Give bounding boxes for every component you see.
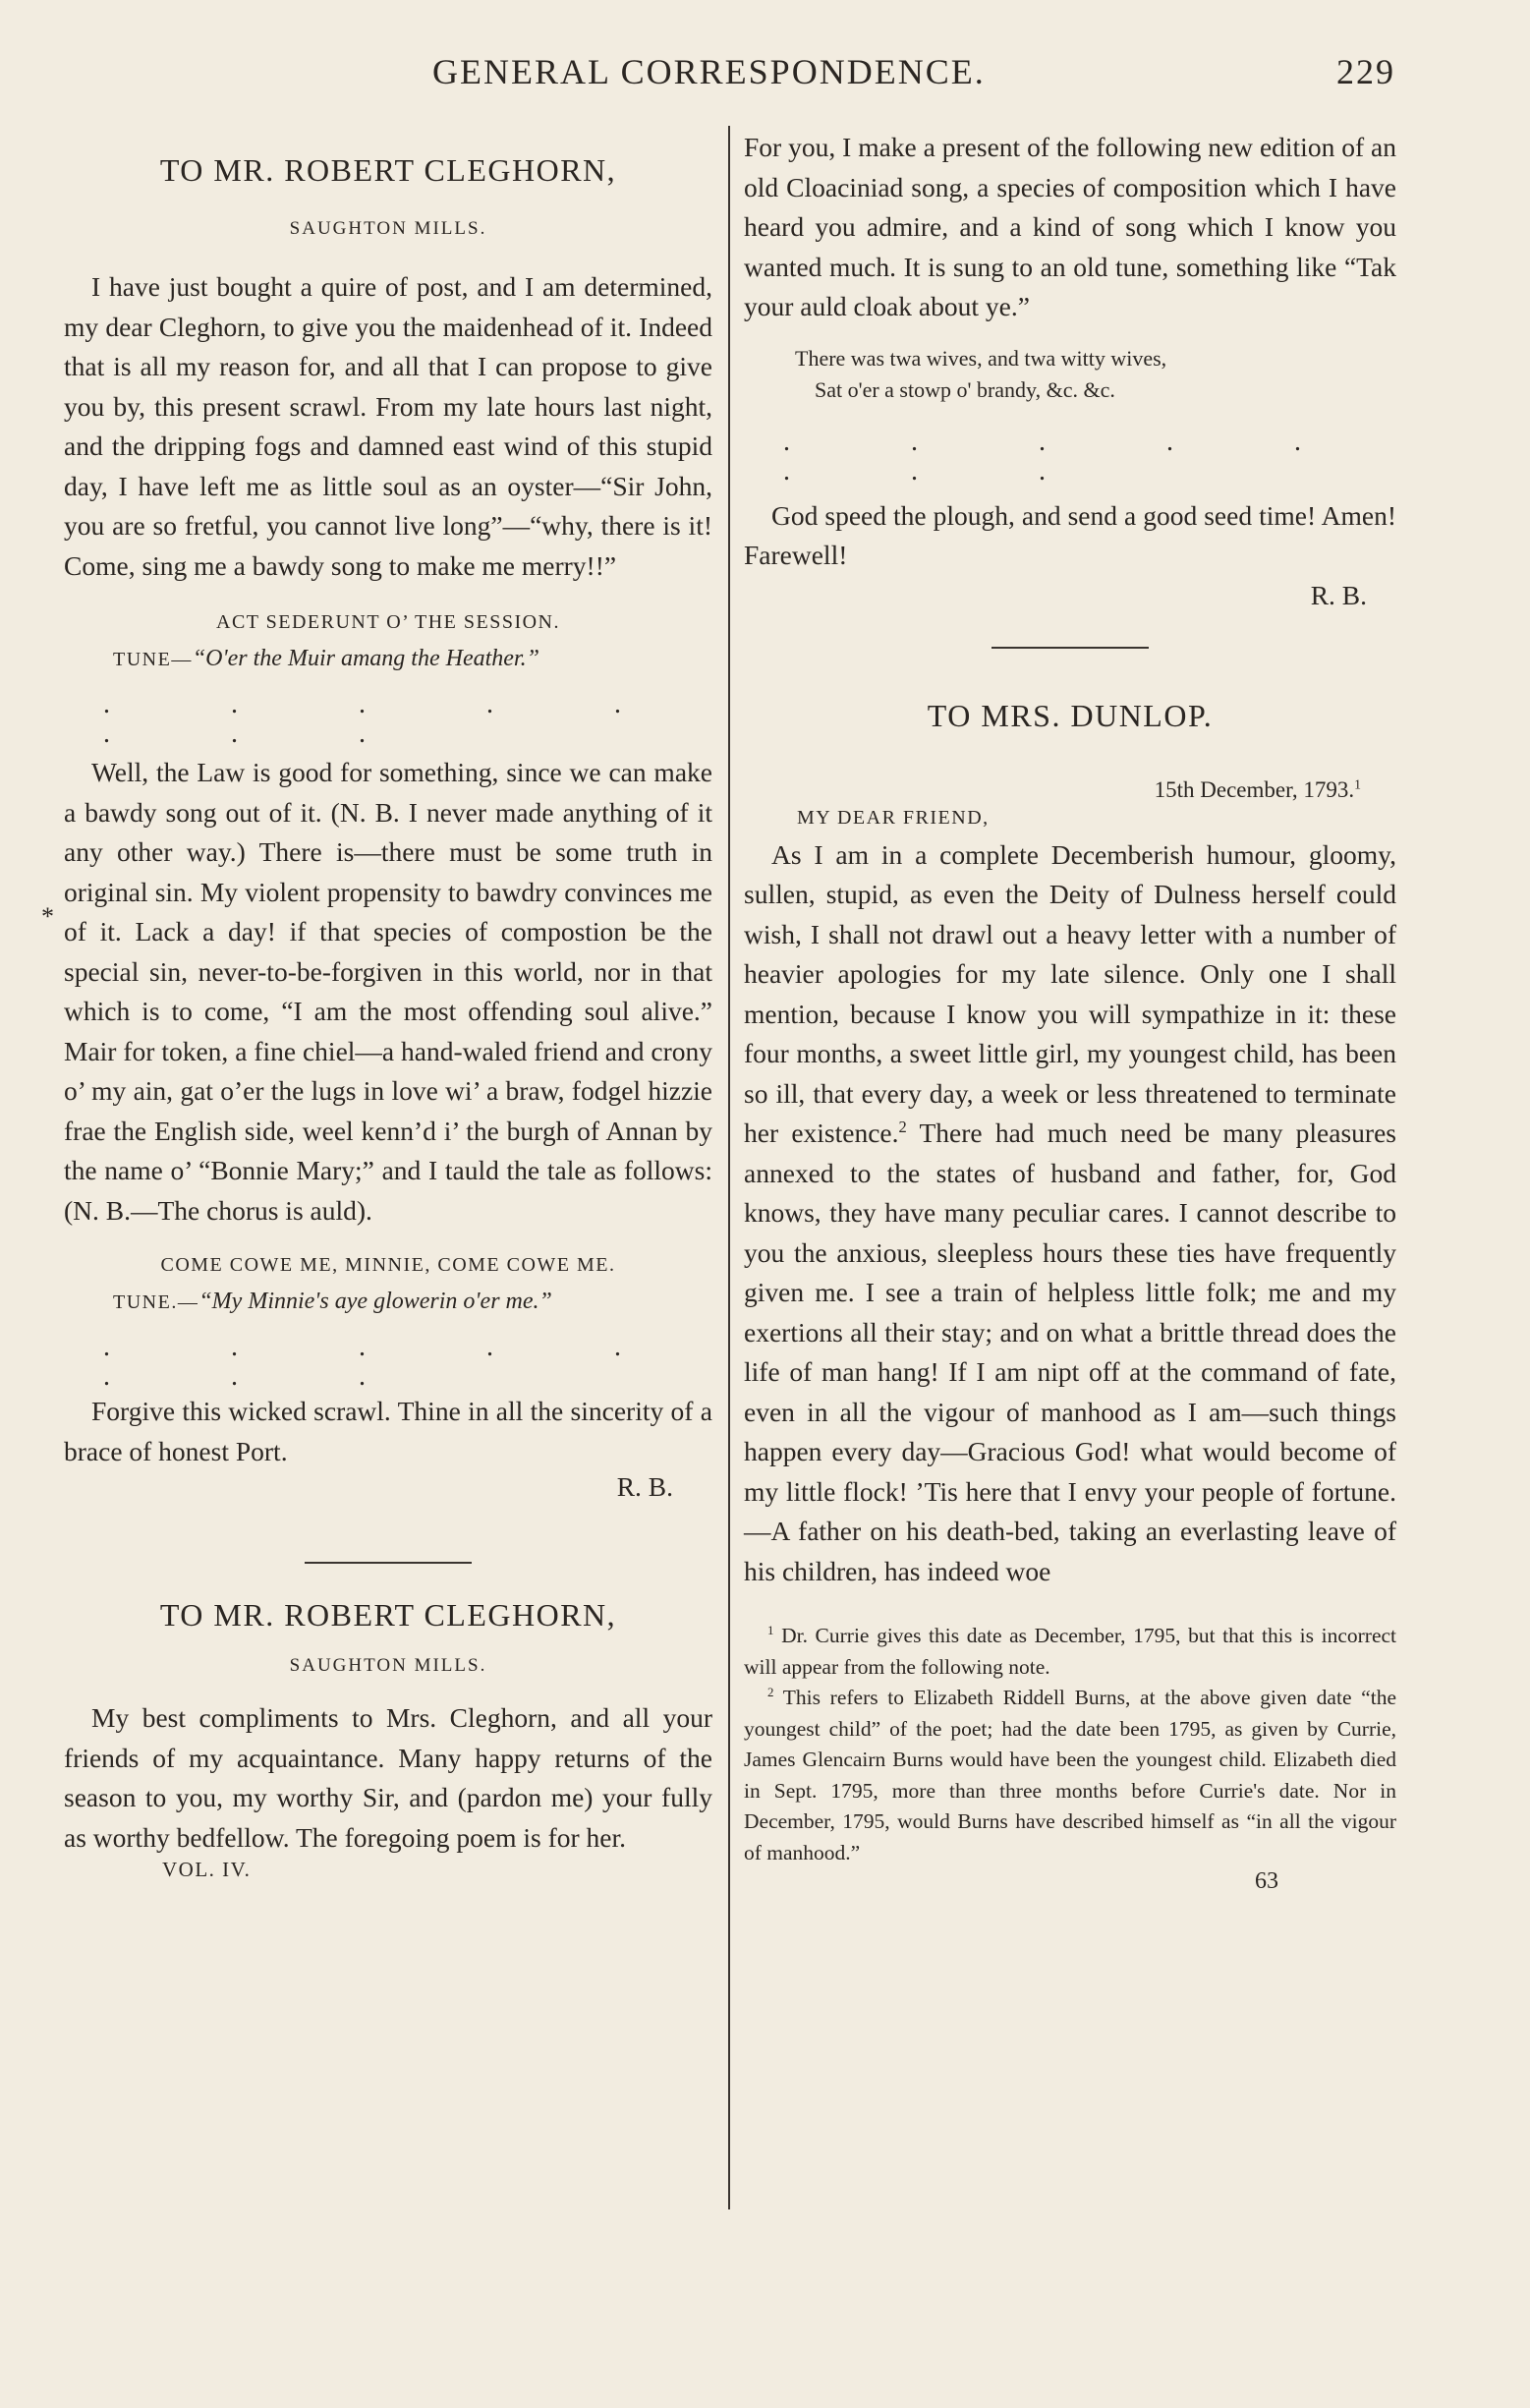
- letter1-paragraph: I have just bought a quire of post, and I am determined, my dear Cleghorn, to give you the maidenhead of it. Indeed that is all my reason for, and all that I can propose to give you by, this present scrawl. From my late hours last night, and the dripping fogs and damned east wind of this stupid day, I have left me as little soul as an oyster—“Sir John, you are so fretful, you cannot live long”—“why, there is it! Come, sing me a bawdy song to make me merry!!”: [64, 271, 712, 581]
- footnote-1: [744, 1621, 1396, 1683]
- margin-mark: *: [41, 902, 54, 931]
- right-closing: God speed the plough, and send a good seed time! Amen! Farewell!: [744, 499, 1396, 570]
- letter3-paragraph-a: As I am in a complete Decemberish humour, gloomy, sullen, stupid, as even the Deity of Dulness herself could wish, I shall not drawl out a heavy letter with a number of heavier apologies for my late silence. Only one I shall mention, because I know you will sympathize in it: these four months, a sweet little girl, my youngest child, has been so ill, that every day, a week or less threatened to terminate her existence.: [744, 838, 1396, 1148]
- letter1-signature: R. B.: [616, 1471, 673, 1502]
- running-title: GENERAL CORRESPONDENCE.: [432, 52, 986, 91]
- letter3-heading: TO MRS. DUNLOP.: [927, 697, 1214, 733]
- footnote-1-text: Dr. Currie gives this date as December, 1795, but that this is incorrect will appear from the following note.: [744, 1624, 1396, 1679]
- right-signature: R. B.: [1310, 579, 1367, 610]
- letter1-heading: TO MR. ROBERT CLEGHORN,: [159, 152, 617, 188]
- letter1-paragraph2: Well, the Law is good for something, since we can make a bawdy song out of it. (N. B. I never made anything of it any other way.) There is—there must be some truth in original sin. My violent propensity to bawdry convinces me of it. Lack a day! if that species of compostion be the special sin, never-to-be-forgiven in this world, nor in that which is to come, “I am the most offending soul alive.” Mair for token, a fine chiel—a hand-waled friend and crony o’ my ain, gat o’er the lugs in love wi’ a braw, fodgel hizzie frae the English side, weel kenn’d i’ the burgh of Annan by the name o’ “Bonnie Mary;” and I tauld the tale as follows: (N. B.—The chorus is auld).: [64, 757, 712, 1226]
- letter3-paragraph-b: There had much need be many pleasures annexed to the states of husband and father, for, God knows, they have many peculiar cares. I cannot describe to you the anxious, sleepless hours these ties have frequently given me. I see a train of helpless little folk; me and my exertions all their stay; and on what a brittle thread does the life of man hang! If I am nipt off at the command of fate, even in all the vigour of manhood as I am—such things happen every day—Gracious God! what would become of my little flock! ’Tis here that I envy your people of fortune. —A father on his death-bed, taking an everlasting leave of his children, has indeed woe: [744, 1118, 1396, 1586]
- letter3-paragraph: [744, 835, 1396, 1592]
- song2-title: COME COWE ME, MINNIE, COME COWE ME.: [160, 1254, 616, 1276]
- ellipsis-row-right: . . . . . . . .: [783, 426, 1358, 487]
- section-rule: [305, 1562, 472, 1564]
- ellipsis-row: . . . . . . . .: [103, 689, 678, 749]
- volume-mark: VOL. IV.: [162, 1858, 252, 1881]
- letter2-subhead: SAUGHTON MILLS.: [289, 1655, 487, 1676]
- footnote-1-num: 1: [767, 1623, 774, 1637]
- column-divider: [728, 126, 730, 2209]
- footnote-ref-2: 2: [898, 1117, 907, 1136]
- letter2-paragraph: My best compliments to Mrs. Cleghorn, and all your friends of my acquaintance. Many happy returns of the season to you, my worthy Sir, and (pardon me) your fully as worthy bedfellow. The foregoing poem is for her.: [64, 1702, 712, 1853]
- letter3-date: [744, 777, 1396, 803]
- left-column: [64, 152, 712, 1882]
- ellipsis-row-2: . . . . . . . .: [103, 1332, 678, 1392]
- footnotes: [744, 1621, 1396, 1868]
- song2-tune-prefix: TUNE.—: [113, 1291, 199, 1313]
- verse-line-1: There was twa wives, and twa witty wives,: [795, 345, 1167, 371]
- footnote-2: [744, 1683, 1396, 1868]
- right-column: [744, 128, 1396, 1895]
- footnote-ref-1: 1: [1354, 775, 1361, 791]
- song1-tune-prefix: TUNE—: [113, 649, 193, 670]
- song1-tune: [113, 646, 712, 672]
- song1-tune-name: “O'er the Muir amang the Heather.”: [192, 646, 539, 671]
- song2-tune: [113, 1289, 712, 1315]
- letter2-heading: TO MR. ROBERT CLEGHORN,: [159, 1597, 617, 1633]
- page-number: 229: [1336, 52, 1395, 91]
- letter3-date-text: 15th December, 1793.: [1154, 776, 1355, 802]
- song1-title: ACT SEDERUNT O’ THE SESSION.: [216, 611, 560, 633]
- letter1-subhead: SAUGHTON MILLS.: [289, 218, 487, 239]
- continued-paragraph: For you, I make a present of the following new edition of an old Cloaciniad song, a species of composition which I have heard you admire, and a kind of song which I know you wanted much. It is sung to an old tune, something like “Tak your auld cloak about ye.”: [744, 132, 1396, 321]
- verse-line-2: Sat o'er a stowp o' brandy, &c. &c.: [815, 376, 1115, 402]
- letter1-closing: Forgive this wicked scrawl. Thine in all the sincerity of a brace of honest Port.: [64, 1396, 712, 1466]
- footnote-2-text: This refers to Elizabeth Riddell Burns, at the above given date “the youngest child” of the poet; had the date been 1795, as given by Currie, James Glencairn Burns would have been the youngest child. Elizabeth died in Sept. 1795, more than three months before Currie's date. Nor in December, 1795, would Burns have described himself as “in all the vigour of manhood.”: [744, 1686, 1396, 1864]
- song2-tune-name: “My Minnie's aye glowerin o'er me.”: [198, 1289, 552, 1314]
- section-rule-right: [992, 647, 1149, 649]
- letter3-salutation: MY DEAR FRIEND,: [797, 806, 990, 829]
- sheet-number: 63: [1255, 1868, 1278, 1894]
- footnote-2-num: 2: [767, 1685, 774, 1699]
